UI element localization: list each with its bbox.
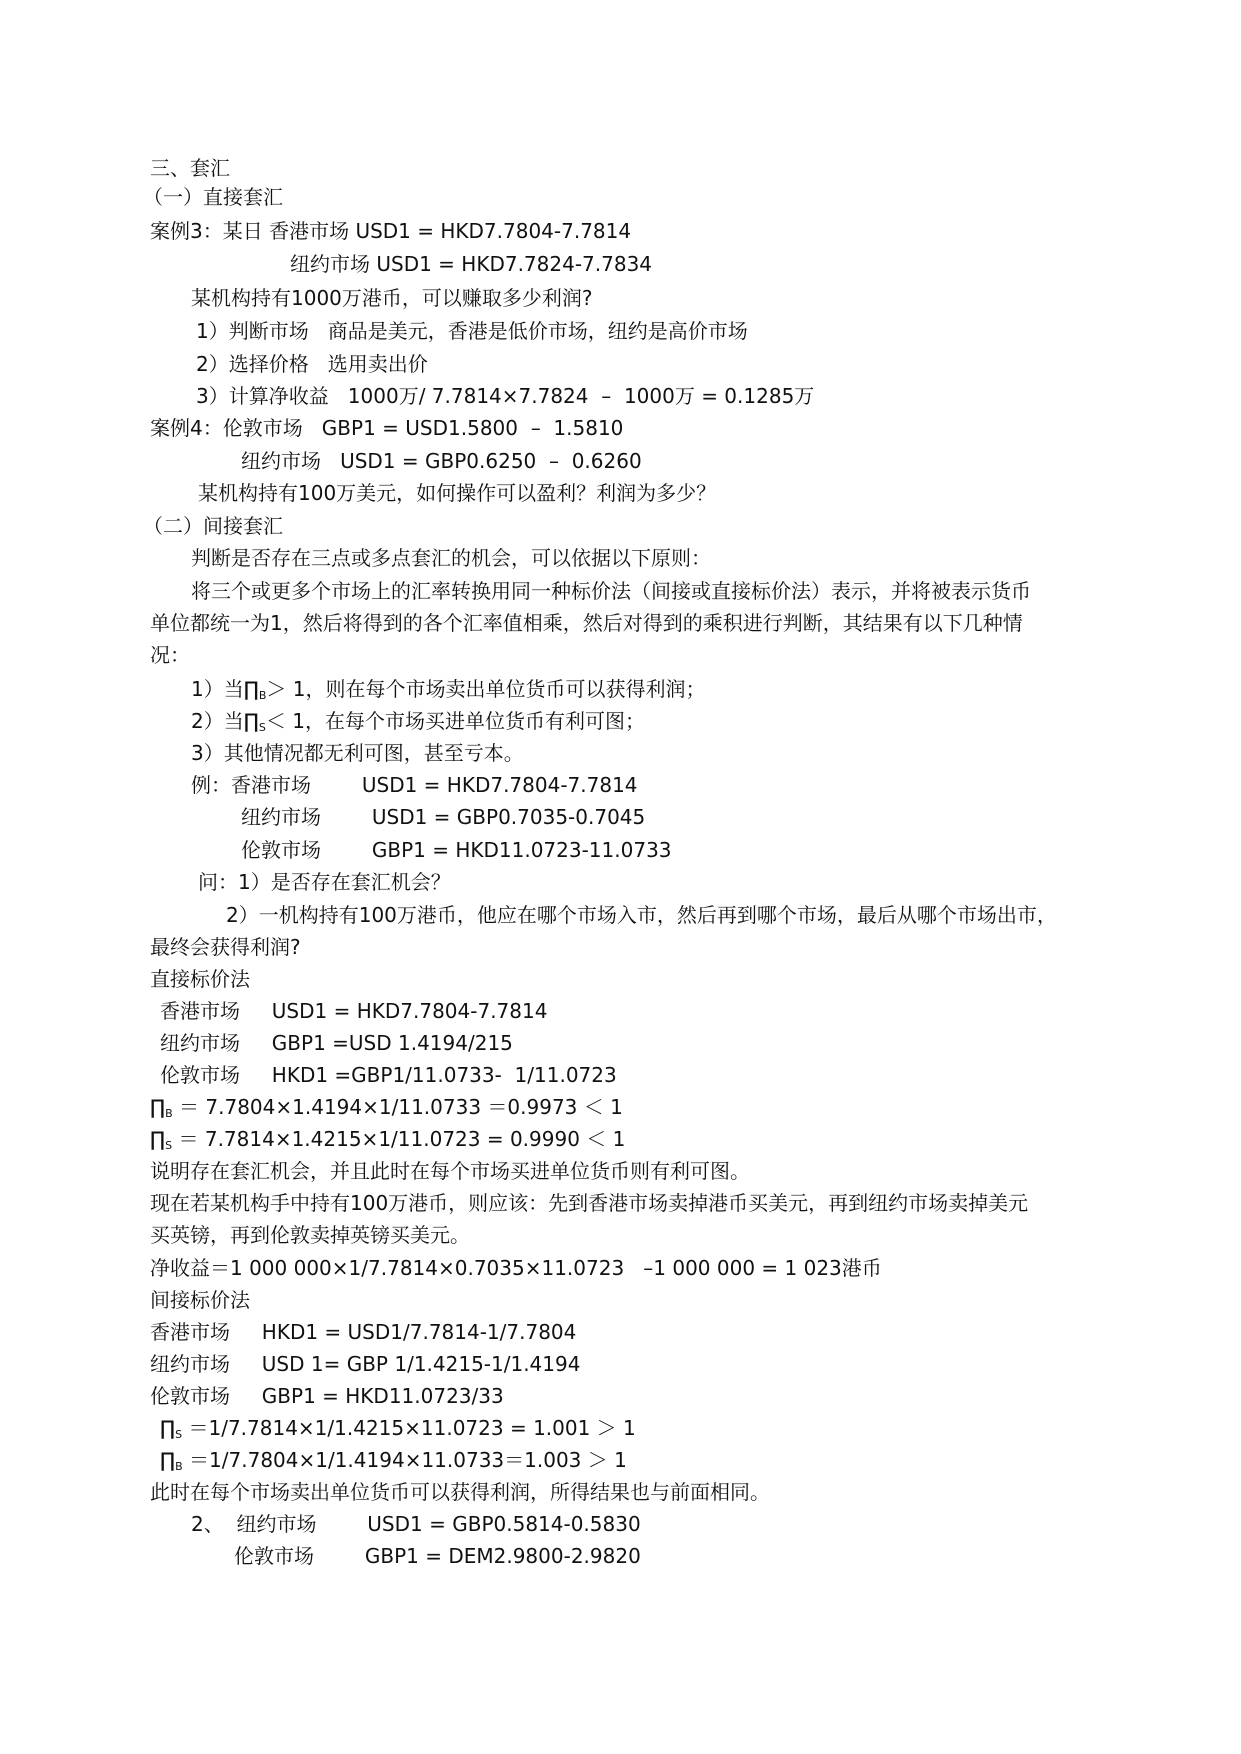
case4-question: 某机构持有100万美元，如何操作可以盈利？利润为多少？ (198, 481, 717, 505)
rule-2: 2）当$\prod_S< 1$，在每个市场买进单位货币有利可图； (191, 709, 645, 734)
example-question2-line2: 最终会获得利润? (150, 935, 301, 959)
direct-conclusion-3: 买英镑，再到伦敦卖掉英镑买美元。 (150, 1223, 470, 1247)
indirect-pi-s: $\prod_S =1/7.7814\times 1/1.4215\times 11.0723 = 1.001 > 1$ (160, 1416, 636, 1441)
indirect-pi-b: $\prod_B =1/7.7804\times 1/1.4194\times 11.0733=1.003 > 1$ (160, 1448, 627, 1473)
principle-para-line1: 将三个或更多个市场上的汇率转换用同一种标价法（间接或直接标价法）表示，并将被表示货币 (191, 579, 1031, 603)
indirect-conclusion: 此时在每个市场卖出单位货币可以获得利润，所得结果也与前面相同。 (150, 1480, 770, 1504)
case2-line2: 伦敦市场 GBP1 = DEM2.9800-2.9820 (234, 1544, 641, 1568)
case4-line1: 案例4：伦敦市场 GBP1 = USD1.5800 – 1.5810 (150, 416, 624, 440)
principle-para-line3: 况： (150, 643, 190, 667)
case3-step1: 1）判断市场 商品是美元，香港是低价市场，纽约是高价市场 (196, 319, 748, 343)
section-direct-arbitrage: （一）直接套汇 (143, 185, 283, 209)
case3-line1: 案例3：某日 香港市场 USD1 = HKD7.7804-7.7814 (150, 219, 632, 243)
direct-pi-b: $\prod_B = 7.7804\times 1.4194\times 1/11.0733 =0.9973 < 1$ (150, 1095, 623, 1120)
pi-symbol: ∏ (243, 709, 259, 733)
case3-step2: 2）选择价格 选用卖出价 (196, 352, 428, 376)
direct-pi-s: $\prod_S = 7.7814\times 1.4215\times 1/11.0723 = 0.9990 < 1$ (150, 1127, 626, 1152)
indirect-quote-title: 间接标价法 (150, 1288, 250, 1312)
example-question1: 问：1）是否存在套汇机会？ (198, 870, 451, 894)
rule-3: 3）其他情况都无利可图，甚至亏本。 (191, 741, 524, 765)
indirect-london-market: 伦敦市场 GBP1 = HKD11.0723/33 (150, 1384, 504, 1408)
case4-line2: 纽约市场 USD1 = GBP0.6250 – 0.6260 (241, 449, 642, 473)
direct-quote-title: 直接标价法 (150, 967, 250, 991)
example-question2-line1: 2）一机构持有100万港币，他应在哪个市场入市，然后再到哪个市场，最后从哪个市场出市， (226, 903, 1057, 927)
direct-conclusion-1: 说明存在套汇机会，并且此时在每个市场买进单位货币则有利可图。 (150, 1159, 750, 1183)
case3-question: 某机构持有1000万港币，可以赚取多少利润? (191, 286, 593, 310)
case3-step3: 3）计算净收益 1000万/ 7.7814×7.7824 – 1000万 = 0.1285万 (196, 384, 815, 408)
case2-line1: 2、 纽约市场 USD1 = GBP0.5814-0.5830 (191, 1512, 641, 1536)
case3-line2: 纽约市场 USD1 = HKD7.7824-7.7834 (290, 252, 653, 276)
indirect-hk-market: 香港市场 HKD1 = USD1/7.7814-1/7.7804 (150, 1320, 577, 1344)
heading: 三、套汇 (150, 156, 230, 180)
example-line3: 伦敦市场 GBP1 = HKD11.0723-11.0733 (241, 838, 672, 862)
direct-hk-market: 香港市场 USD1 = HKD7.7804-7.7814 (160, 999, 548, 1023)
example-line2: 纽约市场 USD1 = GBP0.7035-0.7045 (241, 805, 646, 829)
pi-symbol: ∏ (243, 677, 259, 701)
example-line1: 例：香港市场 USD1 = HKD7.7804-7.7814 (191, 773, 638, 797)
indirect-ny-market: 纽约市场 USD 1= GBP 1/1.4215-1/1.4194 (150, 1352, 581, 1376)
section-indirect-arbitrage: （二）间接套汇 (143, 514, 283, 538)
principle-para-line2: 单位都统一为1，然后将得到的各个汇率值相乘，然后对得到的乘积进行判断，其结果有以下几种情 (150, 611, 1023, 635)
direct-conclusion-2: 现在若某机构手中持有100万港币，则应该：先到香港市场卖掉港币买美元，再到纽约市场卖掉美元 (150, 1191, 1029, 1215)
rule-1: 1）当$\prod_B> 1$，则在每个市场卖出单位货币可以获得利润； (191, 677, 706, 702)
direct-ny-market: 纽约市场 GBP1 =USD 1.4194/215 (160, 1031, 513, 1055)
principle-intro: 判断是否存在三点或多点套汇的机会，可以依据以下原则： (191, 546, 711, 570)
direct-london-market: 伦敦市场 HKD1 =GBP1/11.0733- 1/11.0723 (160, 1063, 617, 1087)
direct-net-profit: 净收益＝1 000 000×1/7.7814×0.7035×11.0723 –1 000 000 = 1 023港币 (150, 1256, 882, 1280)
